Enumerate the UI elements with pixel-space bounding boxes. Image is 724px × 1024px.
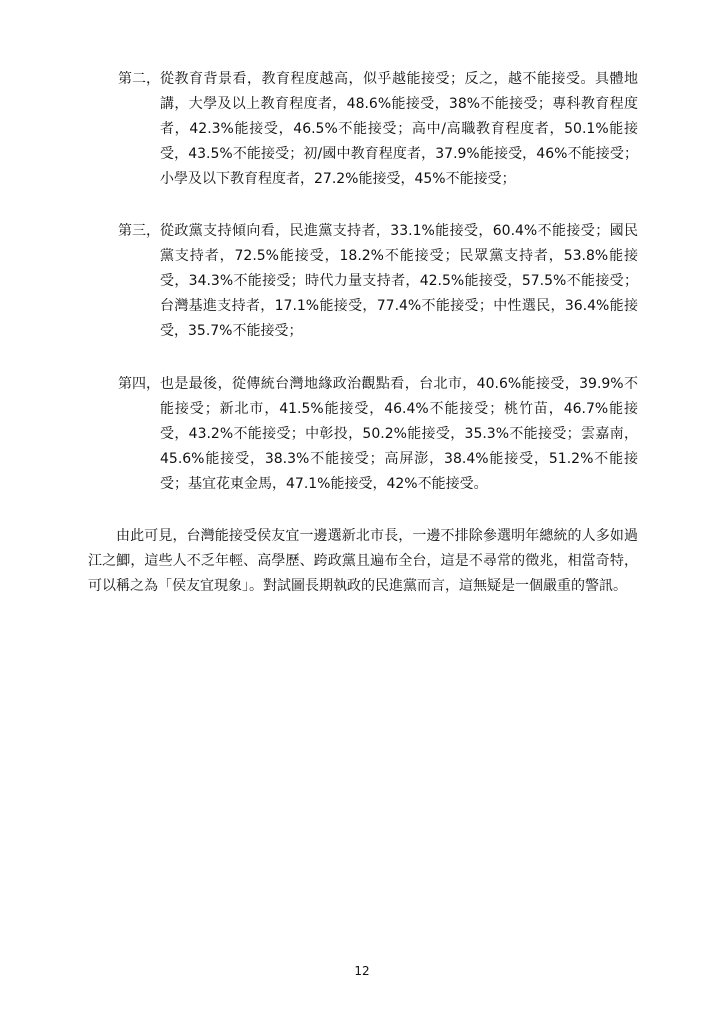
conclusion-paragraph: 由此可見，台灣能接受侯友宜一邊選新北市長，一邊不排除參選明年總統的人多如過江之鯽，這些人不乏年輕、高學歷、跨政黨且遍布全台，這是不尋常的徵兆，相當奇特，可以稱之為「侯友宜現象」。對試圖長期執政的民進黨而言，這無疑是一個嚴重的警訊。 — [88, 528, 638, 594]
list-item-text: 也是最後，從傳統台灣地緣政治觀點看，台北市，40.6%能接受，39.9%不能接受；新北市，41.5%能接受，46.4%不能接受；桃竹苗，46.7%能接受，43.2%不能接受；中彰投，50.2%能接受，35.3%不能接受；雲嘉南，45.6%能接受，38.3%不能接受；高屏澎，38.4%能接受，51.2%不能接受；基宜花東金馬，47.1%能接受，42%不能接受。 — [160, 376, 638, 492]
list-item-region — [118, 372, 638, 497]
list-item-label: 第二， — [118, 71, 160, 87]
page-number: 12 — [354, 964, 370, 978]
list-item-label: 第三， — [118, 223, 160, 239]
list-item-party — [118, 219, 638, 344]
list-item-text: 從教育背景看，教育程度越高，似乎越能接受；反之，越不能接受。具體地講，大學及以上教育程度者，48.6%能接受，38%不能接受；專科教育程度者，42.3%能接受，46.5%不能接受；高中/高職教育程度者，50.1%能接受，43.5%不能接受；初/國中教育程度者，37.9%能接受，46%不能接受；小學及以下教育程度者，27.2%能接受，45%不能接受； — [160, 71, 638, 187]
list-item-education — [118, 67, 638, 192]
list-item-label: 第四， — [118, 376, 160, 392]
list-item-text: 從政黨支持傾向看，民進黨支持者，33.1%能接受，60.4%不能接受；國民黨支持者，72.5%能接受，18.2%不能接受；民眾黨支持者，53.8%能接受，34.3%不能接受；時代力量支持者，42.5%能接受，57.5%不能接受；台灣基進支持者，17.1%能接受，77.4%不能接受；中性選民，36.4%能接受，35.7%不能接受； — [160, 223, 638, 339]
